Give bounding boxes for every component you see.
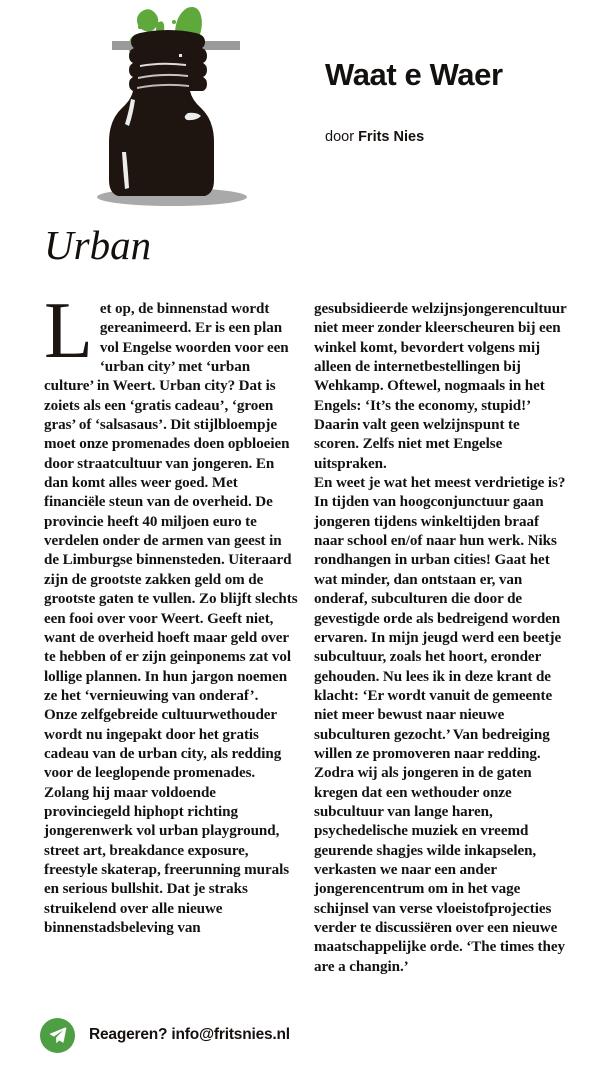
reply-email-text[interactable]: Reageren? info@fritsnies.nl	[89, 1026, 290, 1043]
paragraph-text: En weet je wat het meest verdrietige is? In tijden van hoogconjunctuur gaan jongeren tijdens winkeltijden braaf naar school en/of naar hun werk. Niks rondhangen in urban cities! Gaat het wat minder, dan ontstaan er, van onderaf, subculturen die door de gevestigde orde als bedreigend worden ervaren. In mijn jeugd werd een beetje subcultuur, zoals het hoort, eronder gehouden. Nu lees ik in deze krant de klacht: ‘Er wordt vanuit de gemeente niet meer bewust naar nieuwe subculturen gezocht.’ Van bedreiging willen ze promoveren naar redding. Zodra wij als jongeren in de gaten kregen dat een wethouder onze subcultuur van lange haren, psychedelische muziek en vreemd geurende shagjes wilde inkapselen, verkasten we naar een ander jongerencentrum om in het vage schijnsel van verse vloeistofprojecties verder te discussiëren over een nieuwe maatschappelijke orde. ‘The times they are a changin.’	[314, 475, 566, 975]
paragraph-text: et op, de binnenstad wordt gereanimeerd. Er is een plan vol Engelse woorden voor een ‘urban city’ met ‘urban culture’ in Weert. Urban city? Dat is zoiets als een ‘gratis cadeau’, ‘groen gras’ of ‘salsasaus’. Dit stijlbloempje moet onze promenades doen opbloeien door straatcultuur van jongeren. En dan komt alles weer goed. Met financiële steun van de overheid. De provincie heeft 40 miljoen euro te verdelen onder de armen van geest in de Limburgse binnensteden. Uiteraard zijn de grootste zakken geld om de grootste gaten te vullen. Zo blijft slechts een fooi over voor Weert. Geeft niet, want de overheid hoeft maar geld over te hebben of er zijn geinponems zat vol lollige plannen. In hun jargon noemen ze het ‘vernieuwing van onderaf’.	[44, 301, 298, 704]
paragraph	[44, 287, 298, 706]
paragraph	[314, 474, 568, 977]
column-title: Waat e Waer	[325, 57, 503, 92]
byline	[325, 92, 590, 146]
byline-prefix: door	[325, 129, 359, 145]
paragraph-text: gesubsidieerde welzijnsjongerencultuur niet meer zonder kleerscheuren bij een winkel komt, bevordert volgens mij alleen de internetbestellingen bij Wehkamp. Oftewel, nogmaals in het Engels: ‘It’s the economy, stupid!’ Daarin valt geen welzijnspunt te scoren. Zelfs niet met Engelse uitspraken.	[314, 301, 567, 472]
paragraph	[44, 706, 298, 938]
drop-cap: L	[44, 287, 93, 375]
column-head	[325, 58, 590, 146]
article-body	[44, 287, 568, 1000]
body-column-two	[314, 300, 568, 1000]
masthead	[0, 0, 612, 210]
paper-plane-icon[interactable]	[40, 1018, 75, 1053]
paragraph-text: Onze zelfgebreide cultuurwethouder wordt nu ingepakt door het gratis cadeau van de urban city, als redding voor de leeglopende promenades. Zolang hij maar voldoende provinciegeld hiphopt richting jongerenwerk vol urban playground, street art, breakdance exposure, freestyle skaterap, freerunning murals en serious bullshit. Dat je straks struikelend over alle nieuwe binnenstadsbeleving van	[44, 707, 290, 936]
article-headline: Urban	[44, 222, 152, 268]
body-column-one	[44, 287, 298, 1000]
ink-bottle-illustration	[95, 0, 325, 210]
reply-bar[interactable]	[40, 1012, 440, 1058]
ink-bottle-body	[109, 30, 214, 196]
byline-author: Frits Nies	[358, 129, 425, 145]
paragraph	[314, 300, 568, 474]
